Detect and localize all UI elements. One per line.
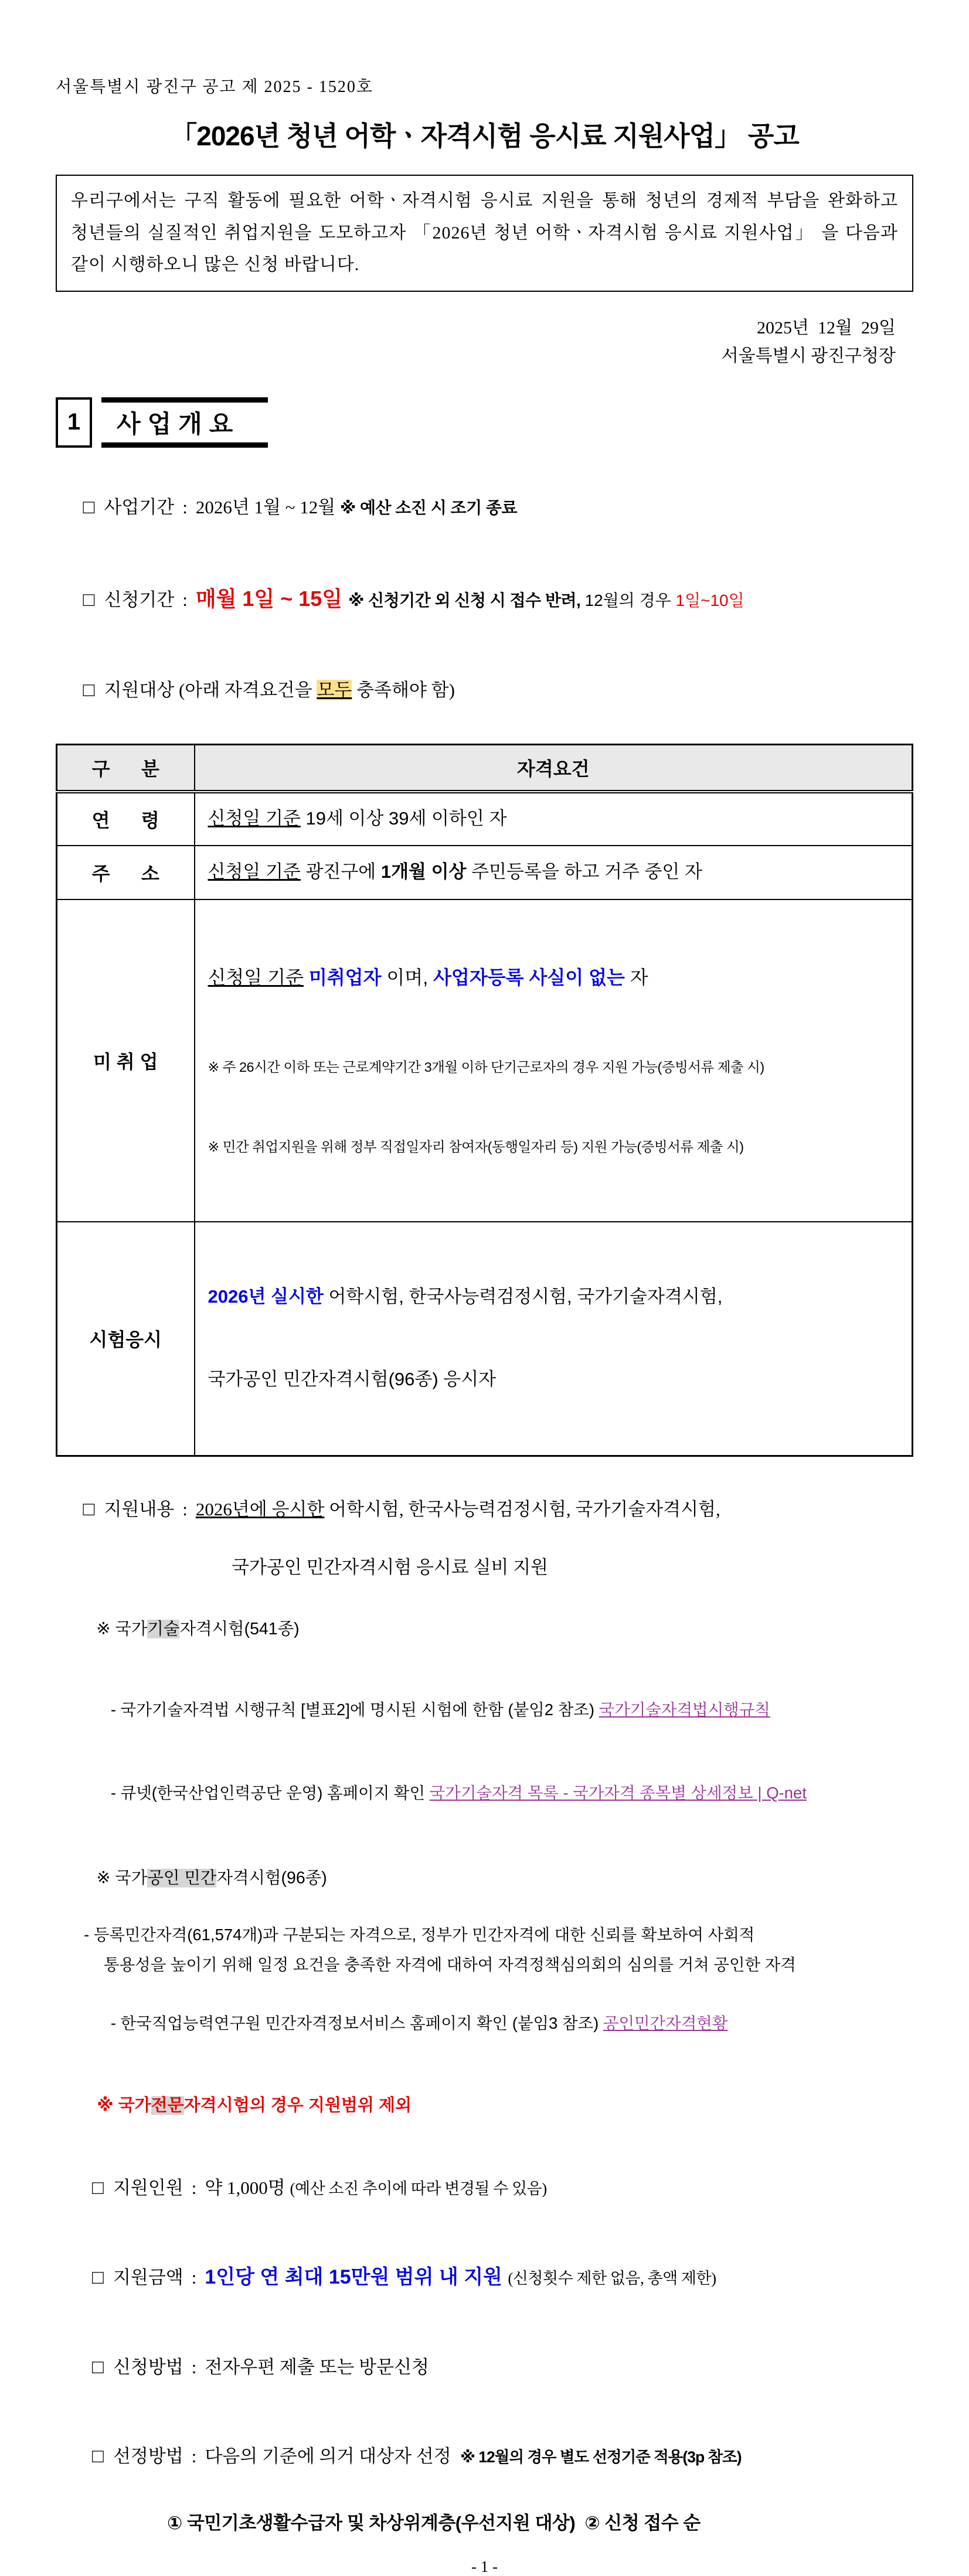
section-1-header bbox=[56, 397, 913, 448]
method-label: 신청방법 bbox=[113, 2356, 183, 2377]
unemployed-tail: 자 bbox=[624, 967, 648, 989]
section-number-box: 1 bbox=[56, 397, 92, 448]
square-bullet-icon: □ bbox=[92, 2267, 104, 2289]
address-label: 주 소 bbox=[57, 846, 195, 899]
tech-highlight: 기술 bbox=[147, 1619, 180, 1638]
colon: : bbox=[182, 496, 188, 517]
excluded-highlight: 전문 bbox=[151, 2095, 184, 2115]
support-content-label: 지원내용 bbox=[104, 1499, 175, 1520]
tech-sub-2-text: - 큐넷(한국산업인력공단 운영) 홈페이지 확인 bbox=[110, 1783, 430, 1802]
tech-sub-2 bbox=[84, 1757, 913, 1829]
overview-bullets bbox=[56, 470, 913, 728]
tech-post: 자격시험(541종) bbox=[179, 1619, 300, 1638]
reference-mark-icon: ※ bbox=[96, 1868, 115, 1887]
address-requirement bbox=[195, 846, 913, 899]
private-sub-2-text: - 한국직업능력연구원 민간자격정보서비스 홈페이지 확인 (붙임3 참조) bbox=[110, 2014, 603, 2033]
square-bullet-icon: □ bbox=[83, 680, 95, 701]
colon: : bbox=[182, 1499, 188, 1520]
bullet-business-period bbox=[56, 470, 913, 545]
reference-mark-icon: ※ bbox=[96, 1619, 115, 1638]
date-block bbox=[56, 314, 913, 370]
table-row-age bbox=[57, 792, 913, 846]
exam-requirement bbox=[195, 1222, 913, 1456]
address-text: 주민등록을 하고 거주 중인 자 bbox=[466, 861, 702, 882]
support-content-text-2: 국가공인 민간자격시험 응시료 실비 지원 bbox=[232, 1557, 549, 1578]
tech-pre: 국가 bbox=[115, 1619, 148, 1638]
unemployed-label: 미 취 업 bbox=[57, 899, 195, 1222]
private-qualification-head bbox=[69, 1844, 913, 1911]
headcount-paren: (예산 소진 추이에 따라 변경될 수 있음) bbox=[290, 2179, 547, 2197]
address-mid: 광진구에 bbox=[300, 861, 381, 882]
bullet-target bbox=[56, 653, 913, 728]
bullet-support-content bbox=[56, 1471, 913, 1549]
private-sub-1-line-1: - 등록민간자격(61,574개)과 구분되는 자격으로, 정부가 민간자격에 대한 신뢰를 확보하여 사회적 bbox=[84, 1925, 755, 1944]
unemployed-underline: 신청일 기준 bbox=[208, 967, 304, 989]
unemployed-requirement bbox=[195, 899, 913, 1222]
excluded-post: 자격시험의 경우 지원범위 제외 bbox=[183, 2095, 412, 2115]
headcount-value: 약 1,000명 bbox=[205, 2177, 290, 2198]
bullet-apply-period bbox=[56, 560, 913, 638]
bullet-headcount bbox=[56, 2151, 913, 2226]
age-underline: 신청일 기준 bbox=[208, 808, 301, 829]
unemployed-mid: 이며, bbox=[381, 967, 433, 989]
private-pre: 국가 bbox=[115, 1868, 148, 1887]
tech-sub-1 bbox=[84, 1674, 913, 1746]
business-period-label: 사업기간 bbox=[104, 496, 175, 517]
square-bullet-icon: □ bbox=[83, 496, 95, 518]
selection-criteria: ① 국민기초생활수급자 및 차상위계층(우선지원 대상) ② 신청 접수 순 bbox=[167, 2513, 701, 2534]
reference-mark-icon: ※ bbox=[97, 2095, 118, 2115]
method-value: 전자우편 제출 또는 방문신청 bbox=[205, 2356, 429, 2377]
colon: : bbox=[191, 2445, 197, 2466]
colon: : bbox=[191, 2356, 197, 2377]
address-underline: 신청일 기준 bbox=[208, 861, 301, 882]
exam-text-1: 어학시험, 한국사능력검정시험, 국가기술자격시험, bbox=[323, 1286, 723, 1307]
excluded-pre: 국가 bbox=[118, 2095, 151, 2115]
square-bullet-icon: □ bbox=[83, 589, 95, 611]
intro-box: 우리구에서는 구직 활동에 필요한 어학ㆍ자격시험 응시료 지원을 통해 청년의 경제적 부담을 완화하고 청년들의 실질적인 취업지원을 도모하고자 「2026년 청년 어학ㆍ자격시험 응시료 지원사업」 을 다음과 같이 시행하오니 많은 신청 바랍니다. bbox=[56, 175, 913, 292]
selection-note: ※ 12월의 경우 별도 선정기준 적용(3p 참조) bbox=[460, 2448, 742, 2466]
apply-period-note-red: 1일~10일 bbox=[675, 591, 744, 609]
headcount-label: 지원인원 bbox=[113, 2177, 183, 2198]
apply-period-value: 매월 1일 ~ 15일 bbox=[195, 586, 349, 611]
exam-line-2: 국가공인 민간자격시험(96종) 응시자 bbox=[208, 1369, 497, 1390]
business-period-note: ※ 예산 소진 시 조기 종료 bbox=[339, 498, 518, 517]
section-title: 사업개요 bbox=[101, 397, 268, 448]
unemployed-blue-2: 사업자등록 사실이 없는 bbox=[433, 967, 625, 989]
tech-qualification-head bbox=[69, 1595, 913, 1662]
table-row-unemployed bbox=[57, 899, 913, 1222]
apply-period-note-plain: 12월의 경우 bbox=[584, 591, 676, 609]
private-sub-2 bbox=[84, 1987, 913, 2060]
tech-rule-link[interactable]: 국가기술자격법시행규칙 bbox=[599, 1701, 770, 1719]
excluded-note bbox=[69, 2073, 913, 2135]
table-row-exam bbox=[57, 1222, 913, 1456]
age-text: 19세 이상 39세 이하인 자 bbox=[300, 808, 507, 829]
selection-label: 선정방법 bbox=[113, 2445, 183, 2466]
age-requirement bbox=[195, 792, 913, 846]
apply-period-note-bold: ※ 신청기간 외 신청 시 접수 반려, bbox=[348, 591, 585, 609]
private-qualification-link[interactable]: 공인민간자격현황 bbox=[603, 2014, 728, 2033]
square-bullet-icon: □ bbox=[92, 2356, 104, 2378]
final-bullets bbox=[56, 2151, 913, 2534]
unemployed-note-1: ※ 주 26시간 이하 또는 근로계약기간 3개월 이하 단기근로자의 경우 지원 가능(증빙서류 제출 시) bbox=[208, 1059, 764, 1075]
colon: : bbox=[191, 2177, 197, 2198]
private-post: 자격시험(96종) bbox=[216, 1868, 327, 1887]
amount-value: 1인당 연 최대 15만원 범위 내 지원 bbox=[205, 2266, 508, 2289]
doc-number: 서울특별시 광진구 공고 제 2025 - 1520호 bbox=[56, 78, 373, 96]
private-sub-1-line-2: 통용성을 높이기 위해 일정 요건을 충족한 자격에 대하여 자격정책심의회의 심의를 거쳐 공인한 자격 bbox=[104, 1955, 796, 1974]
square-bullet-icon: □ bbox=[92, 2177, 104, 2199]
colon: : bbox=[191, 2267, 197, 2288]
amount-paren: (신청횟수 제한 없음, 총액 제한) bbox=[508, 2270, 716, 2288]
square-bullet-icon: □ bbox=[92, 2445, 104, 2467]
qnet-link[interactable]: 국가기술자격 목록 - 국가자격 종목별 상세정보 | Q-net bbox=[429, 1783, 807, 1802]
bullet-amount bbox=[56, 2240, 913, 2316]
exam-line-1 bbox=[208, 1284, 906, 1310]
business-period-value: 2026년 1월 ~ 12월 bbox=[195, 496, 340, 517]
col-header-category: 구 분 bbox=[57, 744, 195, 792]
page-title: 「2026년 청년 어학ㆍ자격시험 응시료 지원사업」 공고 bbox=[170, 121, 799, 151]
target-post: 충족해야 함) bbox=[352, 680, 455, 701]
unemployed-blue-1: 미취업자 bbox=[303, 967, 382, 989]
square-bullet-icon: □ bbox=[83, 1499, 95, 1521]
apply-period-label: 신청기간 bbox=[104, 589, 175, 610]
bullet-selection bbox=[56, 2419, 913, 2494]
age-label: 연 령 bbox=[57, 792, 195, 846]
support-details bbox=[56, 1471, 913, 2534]
announcement-date: 2025년 12월 29일 bbox=[757, 318, 896, 338]
col-header-requirement: 자격요건 bbox=[195, 744, 913, 792]
table-row-address bbox=[57, 846, 913, 899]
colon: : bbox=[182, 589, 188, 610]
address-bold: 1개월 이상 bbox=[380, 861, 467, 882]
target-pre: (아래 자격요건을 bbox=[174, 680, 317, 701]
amount-label: 지원금액 bbox=[113, 2267, 183, 2288]
page-number: - 1 - bbox=[471, 2558, 498, 2576]
target-label: 지원대상 bbox=[104, 680, 175, 701]
table-header-row bbox=[57, 744, 913, 792]
exam-label: 시험응시 bbox=[57, 1222, 195, 1456]
exam-blue: 2026년 실시한 bbox=[208, 1286, 324, 1307]
unemployed-note-2: ※ 민간 취업지원을 위해 정부 직접일자리 참여자(동행일자리 등) 지원 가능(증빙서류 제출 시) bbox=[208, 1139, 744, 1154]
target-highlight: 모두 bbox=[317, 680, 352, 701]
tech-sub-1-text: - 국가기술자격법 시행규칙 [별표2]에 명시된 시험에 한함 (붙임2 참조) bbox=[110, 1701, 599, 1719]
support-content-underline: 2026년에 응시한 bbox=[195, 1499, 325, 1520]
private-highlight: 공인 민간 bbox=[147, 1868, 217, 1887]
selection-value: 다음의 기준에 의거 대상자 선정 bbox=[205, 2445, 461, 2466]
bullet-method bbox=[56, 2330, 913, 2405]
requirements-table bbox=[56, 744, 913, 1457]
support-content-text-1: 어학시험, 한국사능력검정시험, 국가기술자격시험, bbox=[324, 1499, 720, 1520]
unemployed-main bbox=[208, 964, 906, 991]
signer: 서울특별시 광진구청장 bbox=[721, 346, 896, 366]
